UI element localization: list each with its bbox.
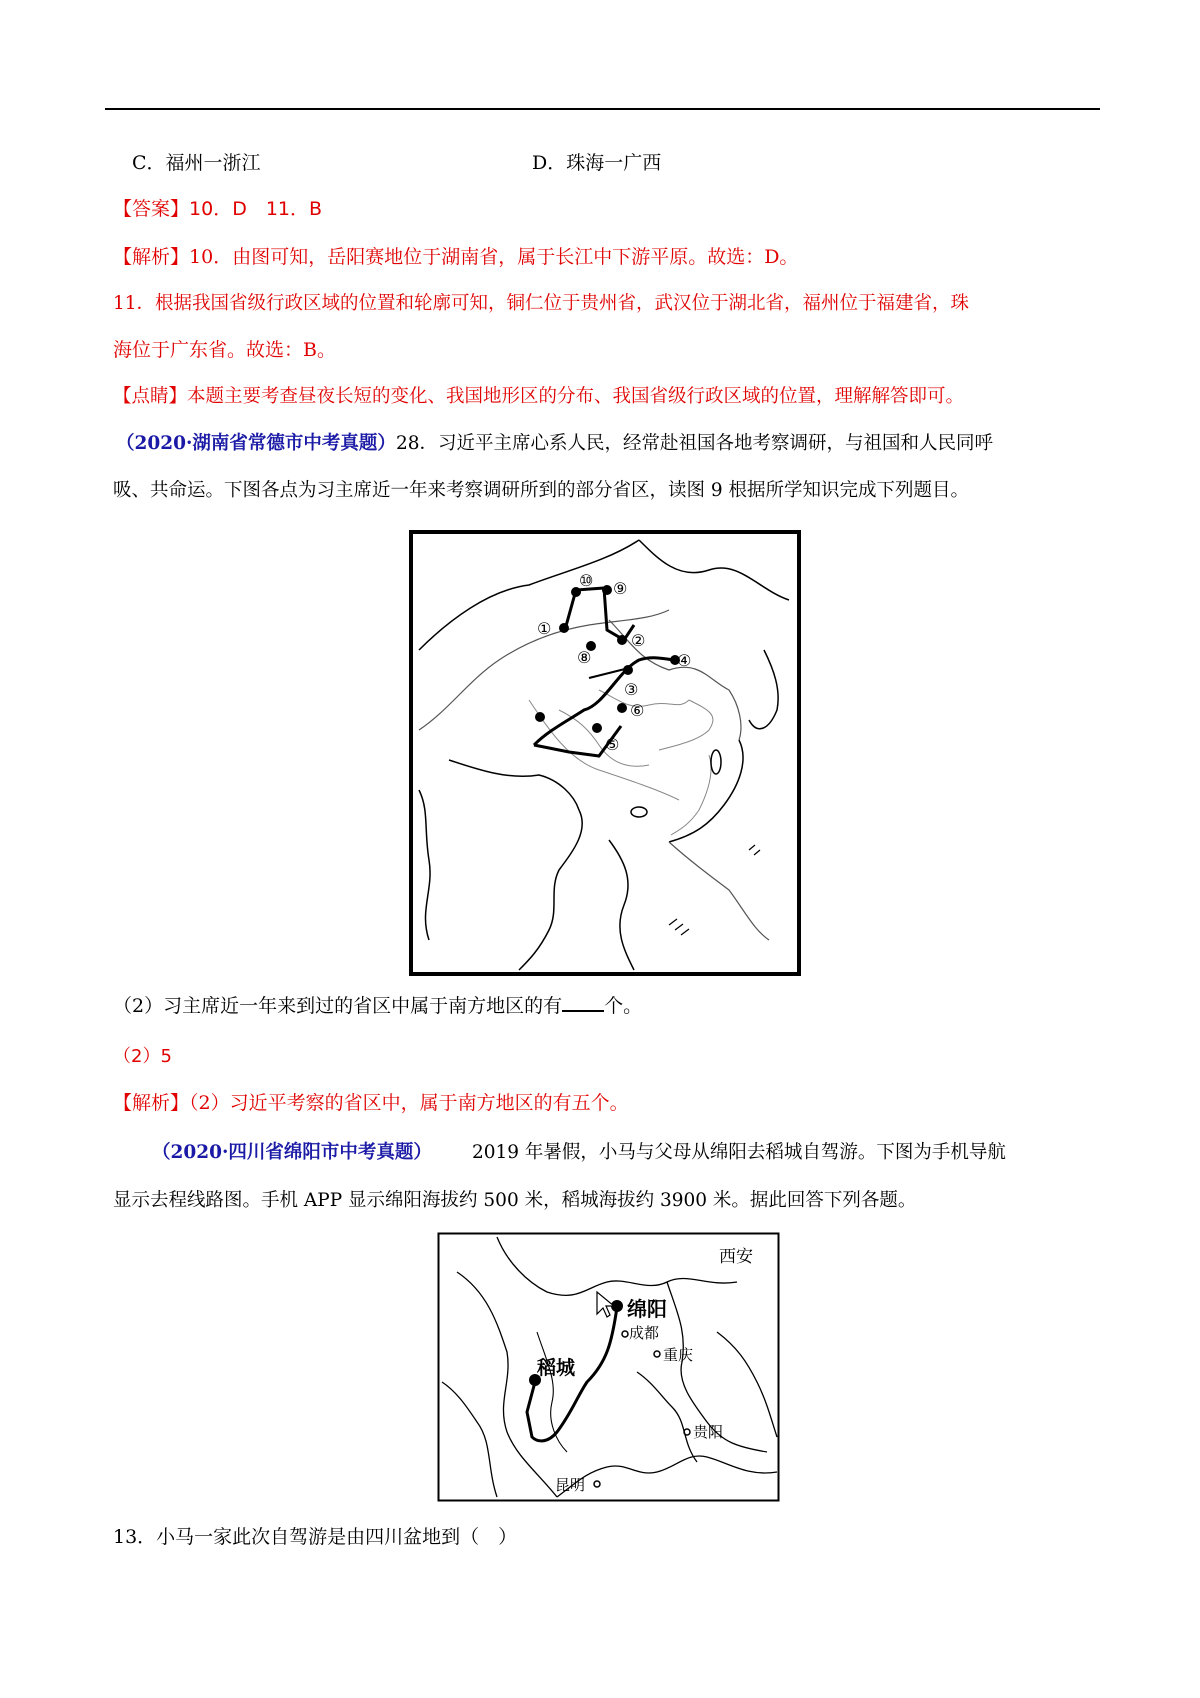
q28-sub-after: 个。: [604, 995, 643, 1017]
map-label-2: ②: [631, 631, 646, 650]
point-6: [617, 703, 627, 713]
q28-sub-question: [113, 992, 642, 1019]
map-label-5: ⑤: [605, 735, 620, 754]
analysis-line-2: 11．根据我国省级行政区域的位置和轮廓可知，铜仁位于贵州省，武汉位于湖北省，福州位于福建省，珠: [113, 293, 970, 314]
option-c: C．福州一浙江: [132, 152, 261, 174]
map-label-9: ⑨: [613, 579, 628, 598]
point-3: [623, 665, 633, 675]
china-province-map: [409, 530, 801, 976]
header-rule: [105, 108, 1100, 110]
qmy-stem-1: 2019 年暑假，小马与父母从绵阳去稻城自驾游。下图为手机导航: [471, 1142, 1006, 1163]
map-label-3: ③: [624, 680, 639, 699]
point-2: [617, 635, 627, 645]
q28-stem-1: 28．习近平主席心系人民，经常赴祖国各地考察调研，与祖国和人民同呼: [395, 433, 993, 454]
map-label-1: ①: [537, 619, 552, 638]
point-1: [559, 623, 569, 633]
q28-sub-before: （2）习主席近一年来到过的省区中属于南方地区的有: [113, 995, 563, 1017]
q28-line-2: 吸、共命运。下图各点为习主席近一年来考察调研所到的部分省区，读图 9 根据所学知识完成下列题目。: [113, 480, 970, 501]
q28-analysis-tag: 【解析】: [113, 1092, 190, 1114]
map-label-6: ⑥: [630, 701, 645, 720]
q28-analysis-text: （2）习近平考察的省区中，属于南方地区的有五个。: [189, 1092, 629, 1114]
map-label-4: ④: [677, 651, 692, 670]
analysis-text: 10．由图可知，岳阳赛地位于湖南省，属于长江中下游平原。故选：D。: [189, 246, 799, 268]
label-xian: 西安: [719, 1247, 753, 1267]
point-9: [602, 585, 612, 595]
answer-blank: [562, 992, 604, 1012]
pointer-line: [113, 384, 964, 410]
pointer-tag: 【点睛】: [113, 386, 188, 407]
qmy-source: （2020·四川省绵阳市中考真题）: [152, 1142, 432, 1163]
map-label-8: ⑧: [577, 648, 592, 667]
label-chongqing: 重庆: [663, 1346, 694, 1364]
label-kunming: 昆明: [555, 1476, 586, 1494]
q28-source: （2020·湖南省常德市中考真题）: [116, 433, 396, 454]
pointer-text: 本题主要考查昼夜长短的变化、我国地形区的分布、我国省级行政区域的位置，理解解答即可。: [187, 386, 965, 407]
sichuan-route-map: [437, 1232, 780, 1502]
qmy-line-1: [152, 1140, 1006, 1166]
answer-text: 10．D 11．B: [189, 198, 323, 220]
label-guiyang: 贵阳: [693, 1423, 724, 1441]
answer-tag: 【答案】: [113, 198, 190, 220]
analysis-tag: 【解析】: [113, 246, 190, 268]
point-5: [592, 723, 602, 733]
q28-line-1: [116, 431, 993, 457]
analysis-line-1: [113, 244, 798, 270]
point-7: [535, 712, 545, 722]
answer-line: [113, 196, 322, 222]
q28-analysis: [113, 1090, 629, 1116]
label-daocheng: 稻城: [537, 1357, 576, 1379]
q28-sub-answer: （2）5: [113, 1046, 172, 1067]
qmy-line-2: 显示去程线路图。手机 APP 显示绵阳海拔约 500 米，稻城海拔约 3900 米。据此回答下列各题。: [113, 1190, 917, 1211]
question-13: 13．小马一家此次自驾游是由四川盆地到（ ）: [113, 1526, 518, 1548]
map-label-10: ⑩: [579, 571, 594, 590]
label-chengdu: 成都: [629, 1324, 660, 1342]
label-mianyang: 绵阳: [627, 1297, 667, 1321]
analysis-line-3: 海位于广东省。故选：B。: [113, 339, 336, 361]
option-d: D．珠海一广西: [532, 152, 662, 174]
